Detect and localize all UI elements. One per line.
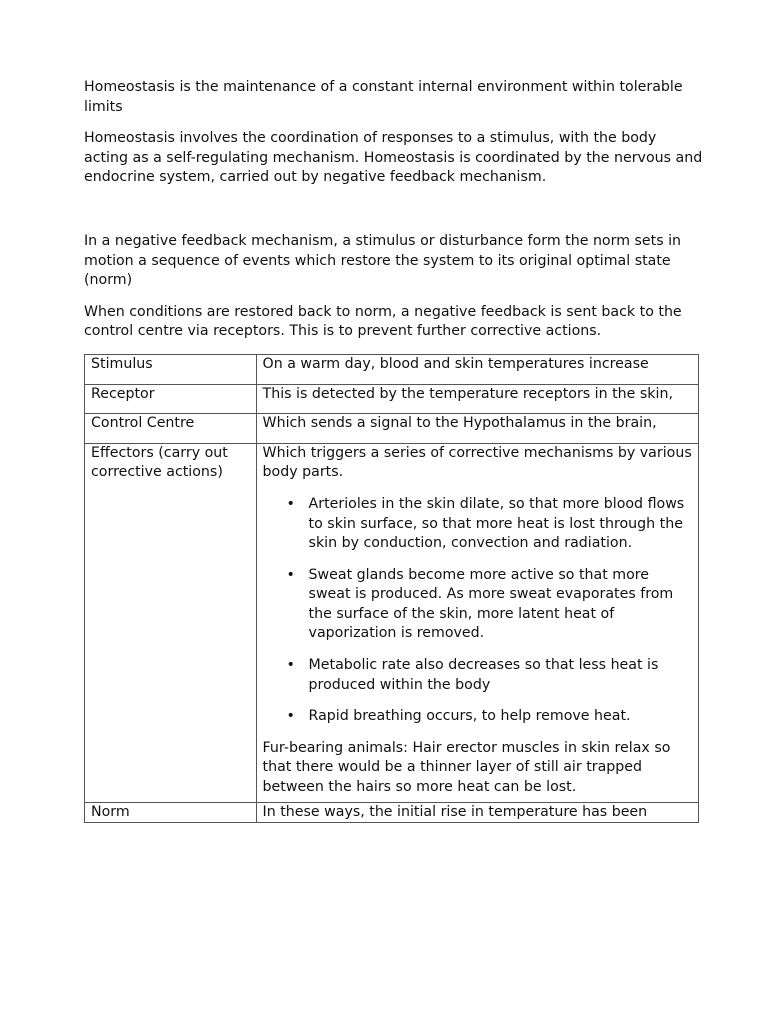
bullet-icon: • (286, 708, 295, 725)
list-item (286, 656, 692, 695)
row-description-text: Which sends a signal to the Hypothalamus in the brain, (262, 415, 657, 432)
homeostasis-table (84, 354, 699, 823)
row-label (85, 443, 257, 802)
row-label-text: Stimulus (91, 355, 153, 372)
corrective-mechanisms-list (263, 495, 692, 727)
row-description (256, 443, 698, 802)
list-item-text: Metabolic rate also decreases so that less heat is produced within the body (308, 657, 659, 693)
row-label (85, 802, 257, 823)
table-row (85, 354, 699, 384)
document-page (84, 78, 704, 823)
row-label-text: Control Centre (91, 415, 195, 432)
list-item (286, 707, 692, 727)
fur-bearing-note: Fur-bearing animals: Hair erector muscles in skin relax so that there would be a thinner layer of still air trapped between the hairs so more heat can be lost. (262, 739, 671, 796)
table-row (85, 414, 699, 444)
row-description-text: In these ways, the initial rise in temperature has been (262, 803, 648, 820)
paragraph-definition: Homeostasis is the maintenance of a constant internal environment within tolerable limits (84, 79, 683, 115)
bullet-icon: • (286, 657, 295, 674)
paragraph-negative-feedback: In a negative feedback mechanism, a stimulus or disturbance form the norm sets in motion a sequence of events which restore the system to its original optimal state (norm) (84, 232, 682, 289)
list-item-text: Rapid breathing occurs, to help remove heat. (308, 708, 631, 725)
table-row (85, 384, 699, 414)
row-label (85, 354, 257, 384)
list-item-text: Arterioles in the skin dilate, so that more blood flows to skin surface, so that more heat is lost through the skin by conduction, convection and radiation. (308, 495, 685, 552)
table-row (85, 802, 699, 823)
row-description (256, 414, 698, 444)
row-description-text: Which triggers a series of corrective mechanisms by various body parts. (262, 444, 692, 481)
row-label-text: Effectors (carry out corrective actions) (91, 444, 228, 481)
row-description-text: On a warm day, blood and skin temperatures increase (262, 355, 649, 372)
bullet-icon: • (286, 566, 295, 583)
list-item (286, 495, 692, 554)
paragraph-restoration: When conditions are restored back to norm, a negative feedback is sent back to the control centre via receptors. This is to prevent further corrective actions. (84, 303, 682, 340)
row-description (256, 384, 698, 414)
row-description-text: This is detected by the temperature receptors in the skin, (262, 385, 673, 402)
list-item-text: Sweat glands become more active so that more sweat is produced. As more sweat evaporates from the surface of the skin, more latent heat of vaporization is removed. (308, 566, 674, 642)
bullet-icon: • (286, 495, 295, 512)
row-label (85, 414, 257, 444)
list-item (286, 566, 692, 644)
row-label-text: Norm (91, 803, 130, 820)
row-label-text: Receptor (91, 385, 155, 402)
row-label (85, 384, 257, 414)
row-description (256, 354, 698, 384)
table-row (85, 443, 699, 802)
row-description (256, 802, 698, 823)
paragraph-coordination: Homeostasis involves the coordination of responses to a stimulus, with the body acting as a self-regulating mechanism. Homeostasis is coordinated by the nervous and endocrine system, carried out by negative feedback mechanism. (84, 130, 703, 186)
